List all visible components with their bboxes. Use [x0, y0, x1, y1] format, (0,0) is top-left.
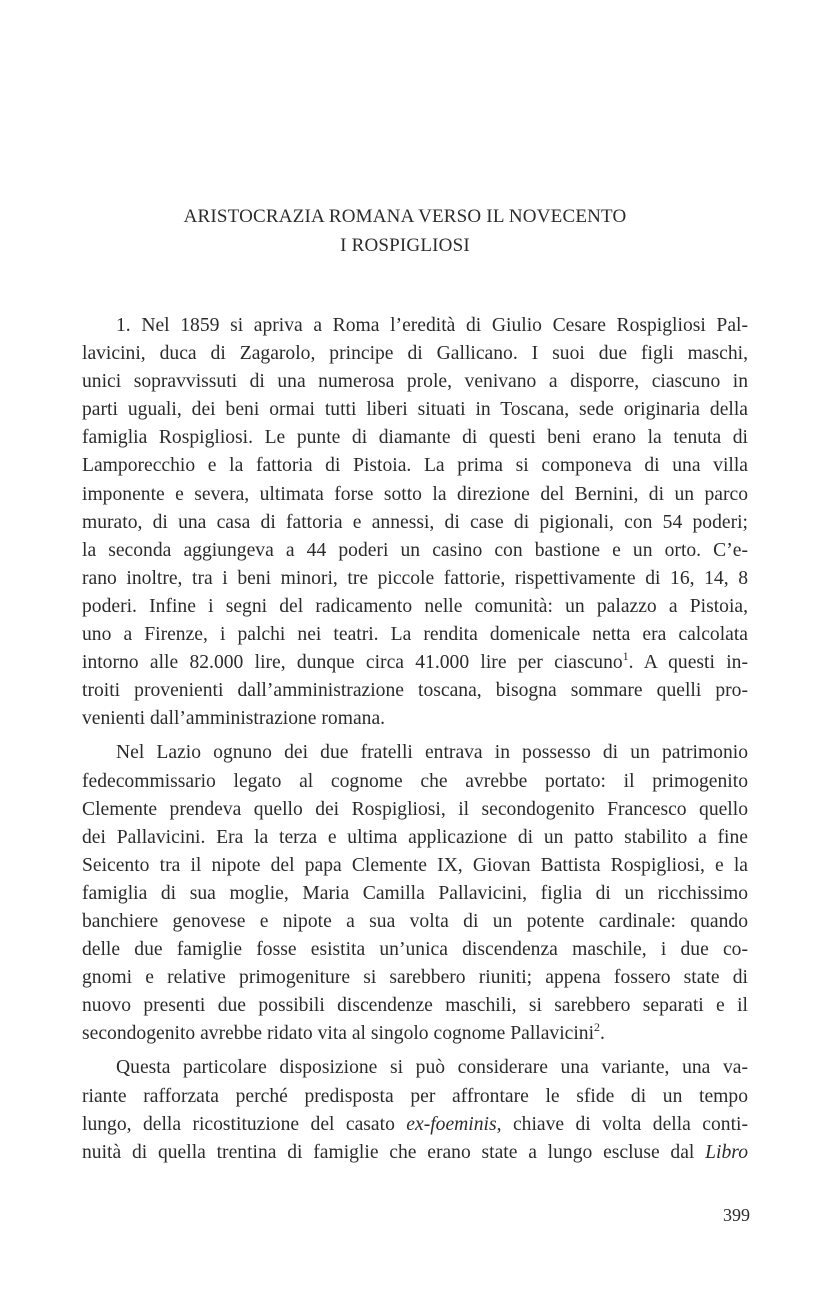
paragraph-1-line: poderi. Infine i segni del radicamento nelle comunità: un palazzo a Pistoia, — [82, 595, 748, 617]
line-text-tail: . — [600, 1023, 605, 1045]
footnote-ref-2: 2 — [594, 1020, 601, 1035]
italic-term: ex-foeminis — [406, 1113, 497, 1135]
body-text — [82, 312, 748, 1167]
line-text: lungo, della ricostituzione del casato — [82, 1113, 407, 1135]
chapter-title — [95, 202, 715, 260]
paragraph-2-line: Seicento tra il nipote del papa Clemente IX, Giovan Battista Rospigliosi, e la — [82, 854, 748, 876]
paragraph-2-line: delle due famiglie fosse esistita un’unica discendenza maschile, i due co- — [82, 939, 748, 961]
line-text-tail: , chiave di volta della conti- — [496, 1113, 748, 1135]
paragraph-2-line: Clemente prendeva quello dei Rospigliosi, il secondogenito Francesco quello — [82, 798, 748, 820]
paragraph-1-line: 1. Nel 1859 si apriva a Roma l’eredità di Giulio Cesare Rospigliosi Pal- — [116, 315, 748, 336]
page-number: 399 — [723, 1205, 750, 1225]
paragraph-1-line: famiglia Rospigliosi. Le punte di diamante di questi beni erano la tenuta di — [82, 427, 748, 449]
line-text: intorno alle 82.000 lire, dunque circa 41.000 lire per ciascuno — [82, 652, 623, 674]
paragraph-1-line: lavicini, duca di Zagarolo, principe di Gallicano. I suoi due figli maschi, — [82, 343, 748, 365]
paragraph-1-line: uno a Firenze, i palchi nei teatri. La rendita domenicale netta era calcolata — [82, 624, 748, 646]
paragraph-2-line-with-note — [82, 1020, 748, 1048]
chapter-title-line-2: I ROSPIGLIOSI — [340, 235, 470, 256]
line-text: nuità di quella trentina di famiglie che erano state a lungo escluse dal — [82, 1141, 706, 1163]
paragraph-3-line: Questa particolare disposizione si può considerare una variante, una va- — [116, 1057, 748, 1079]
paragraph-1-line: troiti provenienti dall’amministrazione toscana, bisogna sommare quelli pro- — [82, 680, 748, 702]
paragraph-3-line — [82, 1111, 748, 1139]
paragraph-1-line: rano inoltre, tra i beni minori, tre piccole fattorie, rispettivamente di 16, 14, 8 — [82, 567, 748, 589]
line-text: secondogenito avrebbe ridato vita al singolo cognome Pallavicini — [82, 1023, 595, 1045]
italic-term: Libro — [705, 1141, 748, 1163]
paragraph-2-line: nuovo presenti due possibili discendenze maschili, si sarebbero separati e il — [82, 995, 748, 1017]
paragraph-1-line: Lamporecchio e la fattoria di Pistoia. La prima si componeva di una villa — [82, 455, 748, 477]
paragraph-1-line: venienti dall’amministrazione romana. — [82, 708, 386, 730]
paragraph-1-line: parti uguali, dei beni ormai tutti liberi situati in Toscana, sede originaria della — [82, 399, 748, 421]
paragraph-3-line — [82, 1139, 748, 1167]
paragraph-2-line: fedecommissario legato al cognome che avrebbe portato: il primogenito — [82, 770, 748, 792]
paragraph-2-line: Nel Lazio ognuno dei due fratelli entrava in possesso di un patrimonio — [116, 742, 748, 764]
paragraph-1-line: murato, di una casa di fattoria e annessi, di case di pigionali, con 54 poderi; — [82, 511, 748, 533]
paragraph-2-line: banchiere genovese e nipote a sua volta di un potente cardinale: quando — [82, 910, 748, 932]
paragraph-2-line: dei Pallavicini. Era la terza e ultima applicazione di un patto stabilito a fine — [82, 826, 748, 848]
chapter-title-line-1: ARISTOCRAZIA ROMANA VERSO IL NOVECENTO — [183, 206, 627, 227]
paragraph-1-line: imponente e severa, ultimata forse sotto la direzione del Bernini, di un parco — [82, 483, 748, 505]
paragraph-1-line: unici sopravvissuti di una numerosa prole, venivano a disporre, ciascuno in — [82, 371, 748, 393]
paragraph-3-line: riante rafforzata perché predisposta per affrontare le sfide di un tempo — [82, 1085, 748, 1107]
line-text-tail: . A questi in- — [628, 652, 748, 674]
paragraph-2-line: gnomi e relative primogeniture si sarebbero riuniti; appena fossero state di — [82, 967, 748, 989]
paragraph-1-line: la seconda aggiungeva a 44 poderi un casino con bastione e un orto. C’e- — [82, 539, 748, 561]
paragraph-2-line: famiglia di sua moglie, Maria Camilla Pallavicini, figlia di un ricchissimo — [82, 882, 748, 904]
footnote-ref-1: 1 — [622, 649, 629, 664]
paragraph-1-line-with-note — [82, 649, 748, 677]
